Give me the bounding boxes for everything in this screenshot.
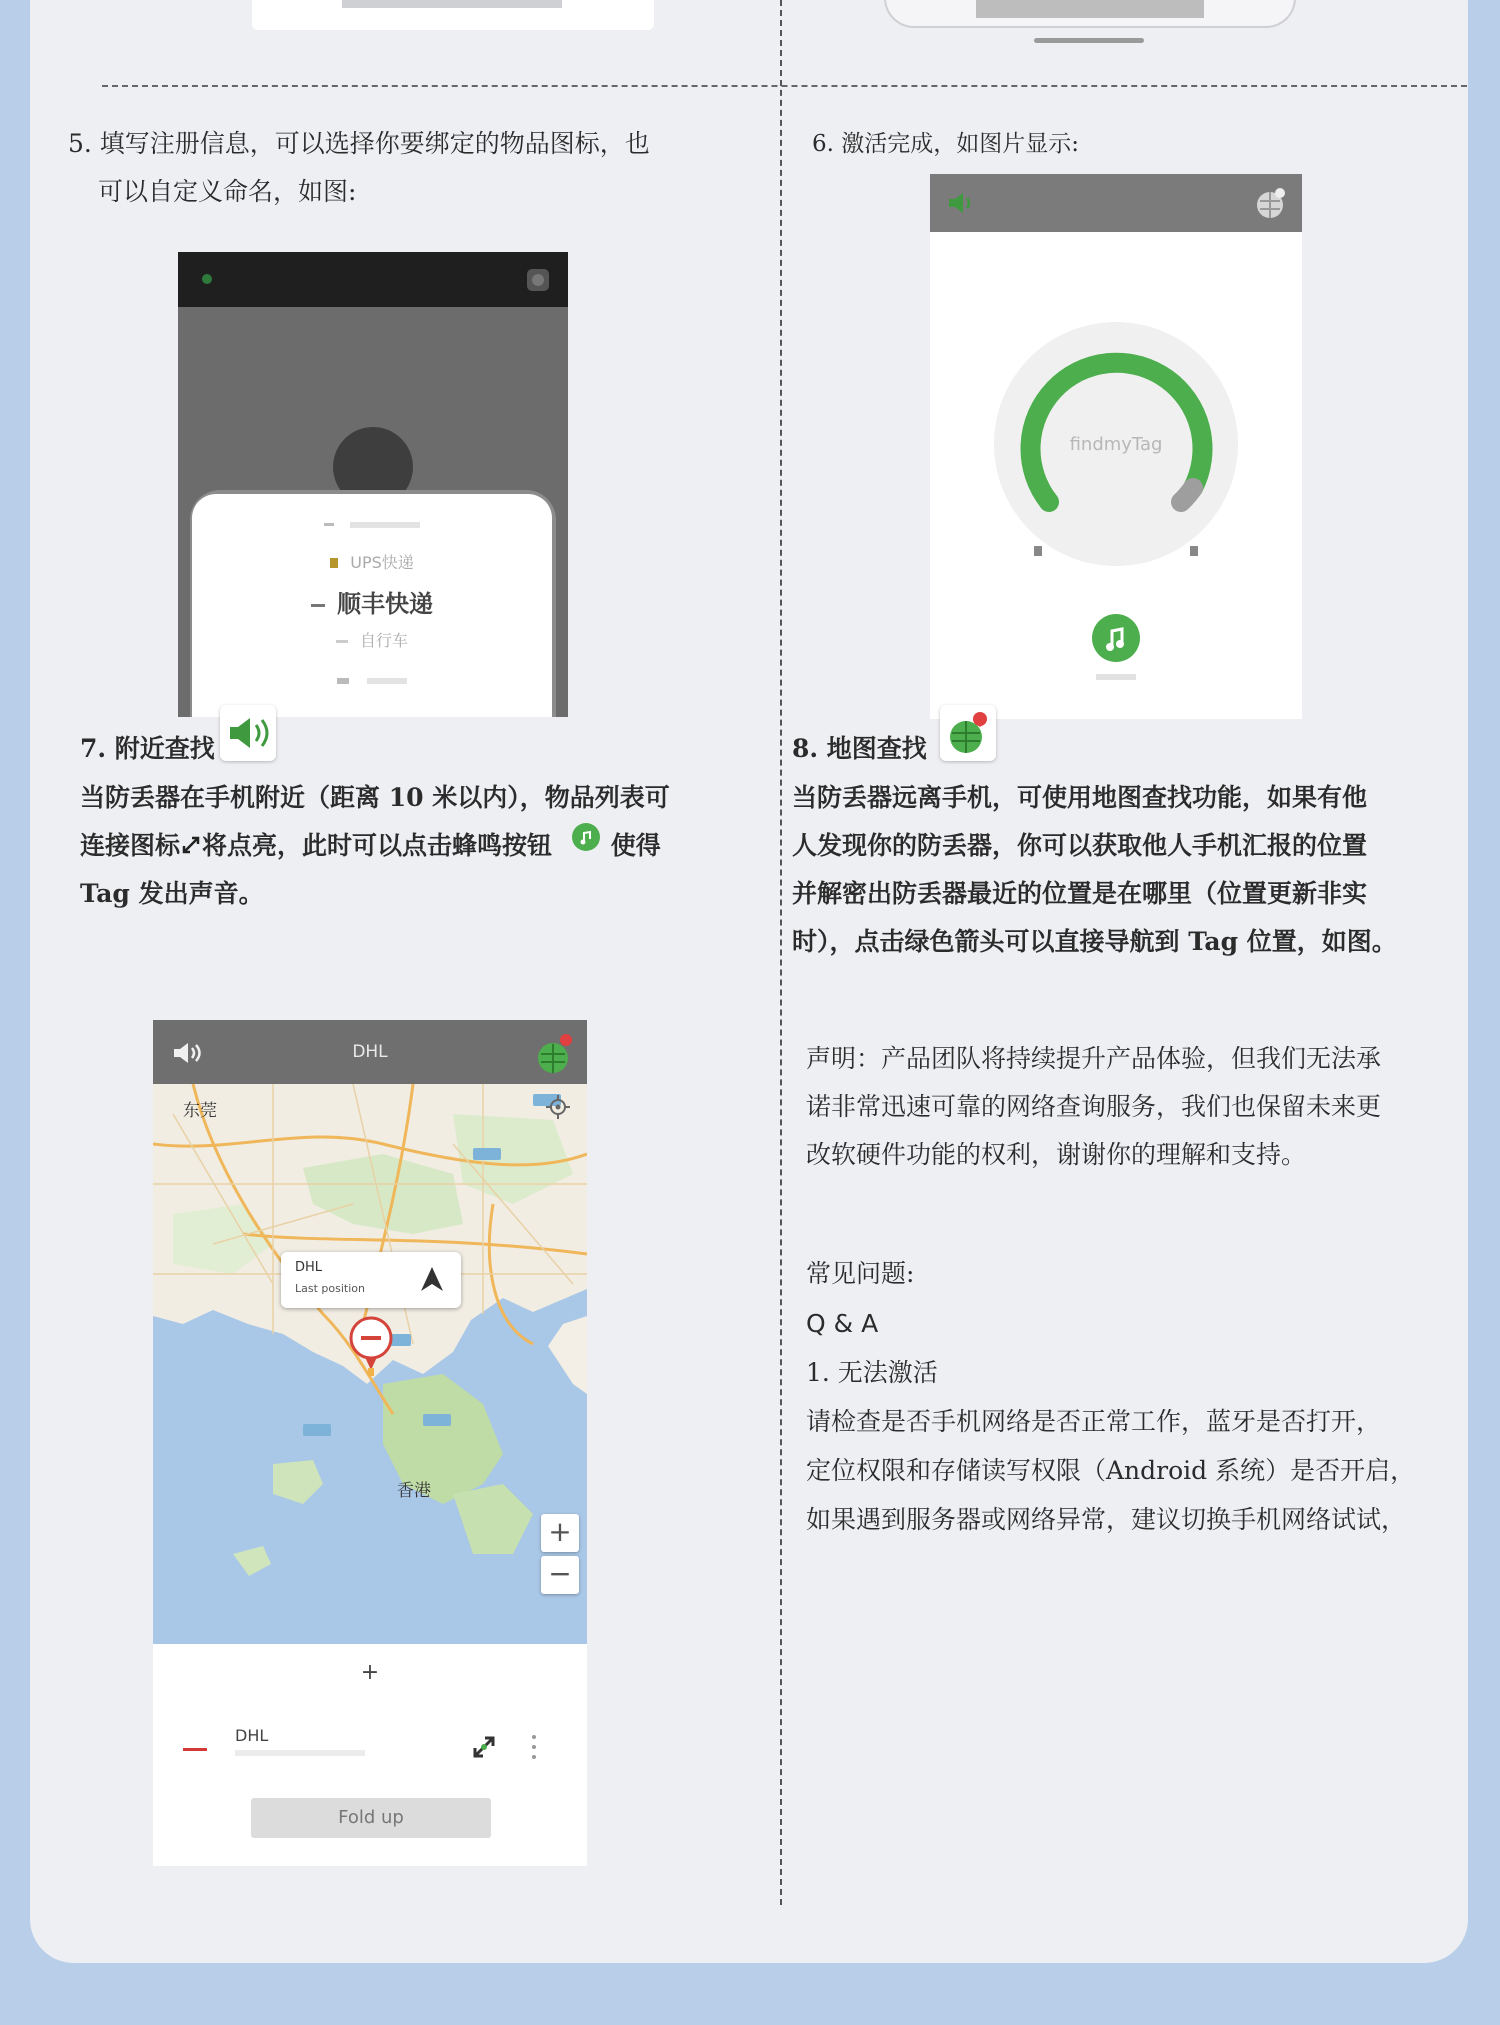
list-item-name: DHL bbox=[235, 1726, 269, 1745]
item-icon bbox=[183, 1748, 207, 1751]
music-note-icon bbox=[1092, 614, 1140, 662]
map-globe-icon bbox=[1252, 184, 1290, 222]
section7-line3: Tag 发出声音。 bbox=[80, 879, 264, 908]
option-bike[interactable]: 自行车 bbox=[192, 628, 552, 651]
last-position-popup[interactable] bbox=[281, 1252, 461, 1308]
ring-label: findmyTag bbox=[1069, 434, 1163, 455]
locate-icon[interactable] bbox=[545, 1094, 571, 1120]
section7-line2: 连接图标 将点亮，此时可以点击蜂鸣按钮 使得 bbox=[80, 822, 661, 870]
icon-picker-sheet bbox=[192, 494, 552, 717]
bike-icon bbox=[336, 640, 348, 643]
section5-line2: 可以自定义命名，如图: bbox=[98, 177, 357, 206]
buzzer-button[interactable] bbox=[1092, 614, 1140, 662]
map-topbar bbox=[153, 1020, 587, 1084]
ups-icon bbox=[330, 558, 338, 568]
map-label-hongkong: 香港 bbox=[397, 1481, 431, 1501]
faq-answer-line3: 如果遇到服务器或网络异常，建议切换手机网络试试， bbox=[806, 1505, 1407, 1534]
map-view[interactable] bbox=[153, 1084, 587, 1644]
nearby-speaker-icon bbox=[220, 705, 276, 761]
section6-caption: 6. 激活完成，如图片显示: bbox=[812, 131, 1080, 157]
previous-screenshot-right bbox=[884, 0, 1296, 28]
option-faded-top bbox=[192, 514, 552, 533]
statement-line1: 声明：产品团队将持续提升产品体验，但我们无法承 bbox=[806, 1044, 1382, 1073]
section8-title: 8. 地图查找 bbox=[792, 734, 927, 763]
list-item-subtitle bbox=[235, 1750, 365, 1756]
popup-title: DHL bbox=[295, 1260, 323, 1275]
previous-screenshot-left bbox=[252, 0, 654, 30]
speaker-icon bbox=[946, 190, 976, 216]
connected-icon bbox=[469, 1732, 499, 1762]
ring-tick-right bbox=[1190, 546, 1198, 556]
connect-icon bbox=[180, 834, 202, 856]
option-sf-selected[interactable]: 顺丰快递 bbox=[192, 584, 552, 619]
home-indicator bbox=[1034, 38, 1144, 43]
more-options-icon[interactable] bbox=[529, 1732, 539, 1762]
register-topbar bbox=[178, 252, 568, 307]
map-label-dongguan: 东莞 bbox=[183, 1101, 217, 1121]
register-screenshot bbox=[178, 252, 568, 717]
fold-up-button[interactable]: Fold up bbox=[251, 1798, 491, 1838]
faq-answer-line2: 定位权限和存储读写权限（Android 系统）是否开启， bbox=[806, 1456, 1416, 1485]
ring-tick-left bbox=[1034, 546, 1042, 556]
buzzer-icon bbox=[571, 822, 601, 852]
tag-location-pin[interactable] bbox=[347, 1316, 395, 1378]
section8-line3: 并解密出防丢器最近的位置是在哪里（位置更新非实 bbox=[792, 879, 1368, 908]
horizontal-divider bbox=[102, 85, 1467, 87]
section5-line1: 5. 填写注册信息，可以选择你要绑定的物品图标，也 bbox=[68, 129, 650, 158]
instruction-card bbox=[30, 0, 1468, 1963]
selected-arrow-icon bbox=[311, 604, 325, 607]
faq-heading: 常见问题: bbox=[806, 1259, 915, 1288]
buzzer-caption bbox=[1096, 674, 1136, 680]
popup-subtitle: Last position bbox=[295, 1282, 365, 1295]
zoom-in-button[interactable]: + bbox=[541, 1514, 579, 1552]
section8-line2: 人发现你的防丢器，你可以获取他人手机汇报的位置 bbox=[792, 831, 1368, 860]
map-globe-icon[interactable] bbox=[533, 1028, 579, 1078]
navigate-arrow-icon[interactable] bbox=[417, 1264, 447, 1294]
faq-question-1: 1. 无法激活 bbox=[806, 1358, 938, 1387]
vertical-divider bbox=[780, 0, 782, 1905]
map-screenshot bbox=[153, 1020, 587, 1866]
add-tag-button[interactable]: + bbox=[360, 1660, 380, 1685]
confirm-button-remnant bbox=[976, 0, 1204, 18]
tag-icon bbox=[524, 264, 552, 294]
map-topbar-title: DHL bbox=[352, 1042, 388, 1062]
faq-qa: Q & A bbox=[806, 1309, 879, 1338]
zoom-out-button[interactable]: − bbox=[541, 1556, 579, 1594]
statement-line2: 诺非常迅速可靠的网络查询服务，我们也保留未来更 bbox=[806, 1092, 1382, 1121]
map-find-icon bbox=[940, 705, 996, 761]
option-faded-bottom bbox=[192, 670, 552, 689]
section7-title: 7. 附近查找 bbox=[80, 734, 215, 763]
section7-line1: 当防丢器在手机附近（距离 10 米以内），物品列表可 bbox=[80, 783, 670, 812]
section8-line1: 当防丢器远离手机，可使用地图查找功能，如果有他 bbox=[792, 783, 1368, 812]
option-ups[interactable]: UPS快递 bbox=[192, 550, 552, 573]
statement-line3: 改软硬件功能的权利，谢谢你的理解和支持。 bbox=[806, 1140, 1307, 1169]
status-dot-icon bbox=[202, 274, 212, 284]
section8-line4: 时），点击绿色箭头可以直接导航到 Tag 位置，如图。 bbox=[792, 927, 1397, 956]
activated-screenshot bbox=[930, 174, 1302, 719]
faq-answer-line1: 请检查是否手机网络是否正常工作，蓝牙是否打开， bbox=[806, 1407, 1382, 1436]
progress-bar bbox=[342, 0, 562, 8]
activated-topbar bbox=[930, 174, 1302, 232]
